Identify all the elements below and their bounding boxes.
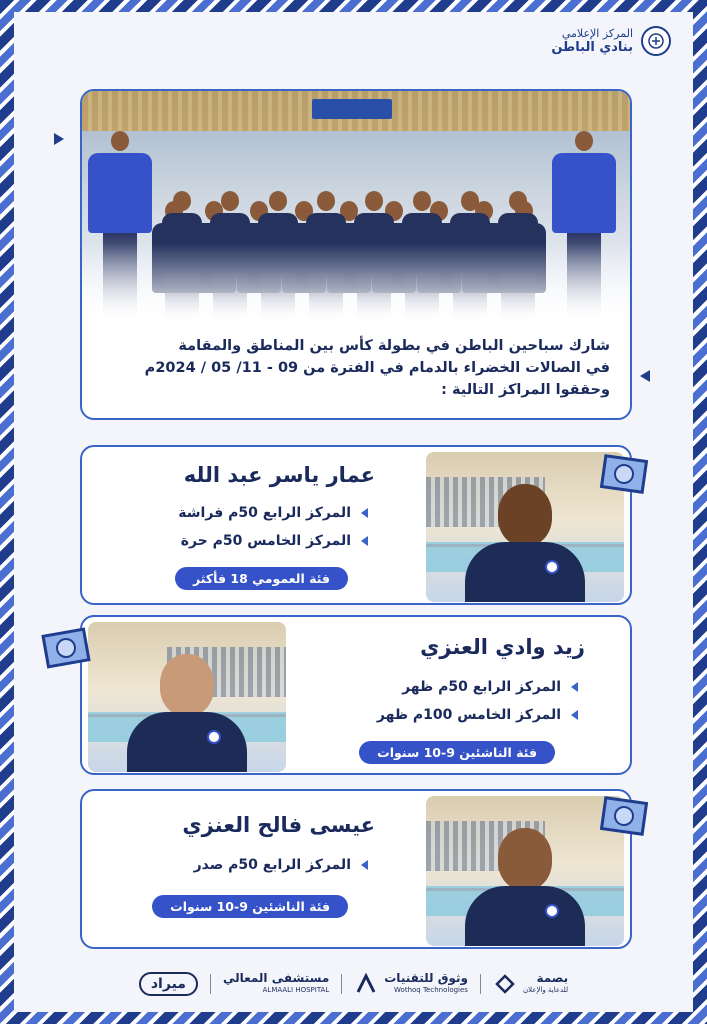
bullet-icon [361,536,368,546]
sponsor-name: مستشفى المعالي [222,971,330,985]
sponsor-subtitle: ALMAALI HOSPITAL [262,986,330,994]
wothoq-logo-icon [354,972,378,996]
athlete-photo [426,796,624,946]
result-text: المركز الخامس 100م ظهر [376,707,561,723]
header-line-1: المركز الإعلامي [561,27,633,40]
arrow-left-icon [640,370,650,382]
team-line-1: شارك سباحين الباطن في بطولة كأس بين المناطق والمقامة [178,338,610,354]
team-photo [82,91,630,323]
basma-logo-icon [493,972,517,996]
sponsor-subtitle: Wothoq Technologies [394,986,468,994]
team-description [100,335,610,401]
result-text: المركز الرابع 50م ظهر [402,679,561,695]
header-line-2: بنادي الباطن [551,40,633,55]
category-badge: فئة العمومي 18 فأكثر [175,567,348,590]
mirad-logo: ميراد [139,972,198,996]
result-text: المركز الرابع 50م صدر [193,857,351,873]
arrow-right-icon [54,133,64,145]
club-flag-icon [600,454,648,494]
team-line-3: وحققوا المراكز التالية : [441,382,610,398]
category-badge: فئة الناشئين 9-10 سنوات [152,895,348,918]
category-badge: فئة الناشئين 9-10 سنوات [359,741,555,764]
sponsor-wothoq [354,972,468,996]
result-text: المركز الخامس 50م حرة [180,533,351,549]
athlete-photo [426,452,624,602]
athlete-card-3 [80,789,632,949]
athlete-name: عمار ياسر عبد الله [183,463,375,487]
result-row [402,679,578,695]
athlete-card-2 [80,615,632,775]
bullet-icon [361,860,368,870]
poster-sheet [14,12,693,1012]
bullet-icon [361,508,368,518]
result-row [194,857,368,873]
sponsor-name: وثوق للتقنيات [384,971,468,985]
result-row [377,707,578,723]
sponsors-bar [34,962,673,1006]
sponsor-subtitle: للدعاية والإعلان [522,986,569,994]
athlete-name: زيد وادي العنزي [420,635,585,659]
media-center-header [551,26,671,56]
team-line-2: في الصالات الخضراء بالدمام في الفترة من 09 - 11/ 05 / 2024م [144,360,610,376]
bullet-icon [571,682,578,692]
team-card [80,89,632,420]
result-text: المركز الرابع 50م فراشة [178,505,351,521]
athlete-card-1 [80,445,632,605]
sponsor-basma [493,972,568,996]
bullet-icon [571,710,578,720]
sponsor-hospital [223,972,329,996]
result-row [178,505,368,521]
result-row [181,533,368,549]
sponsor-name: بصمة [536,971,569,985]
athlete-name: عيسى فالح العنزي [182,813,375,837]
club-flag-icon [600,796,648,836]
club-logo-icon [641,26,671,56]
athlete-photo [88,622,286,772]
sponsor-mirad [139,972,198,996]
